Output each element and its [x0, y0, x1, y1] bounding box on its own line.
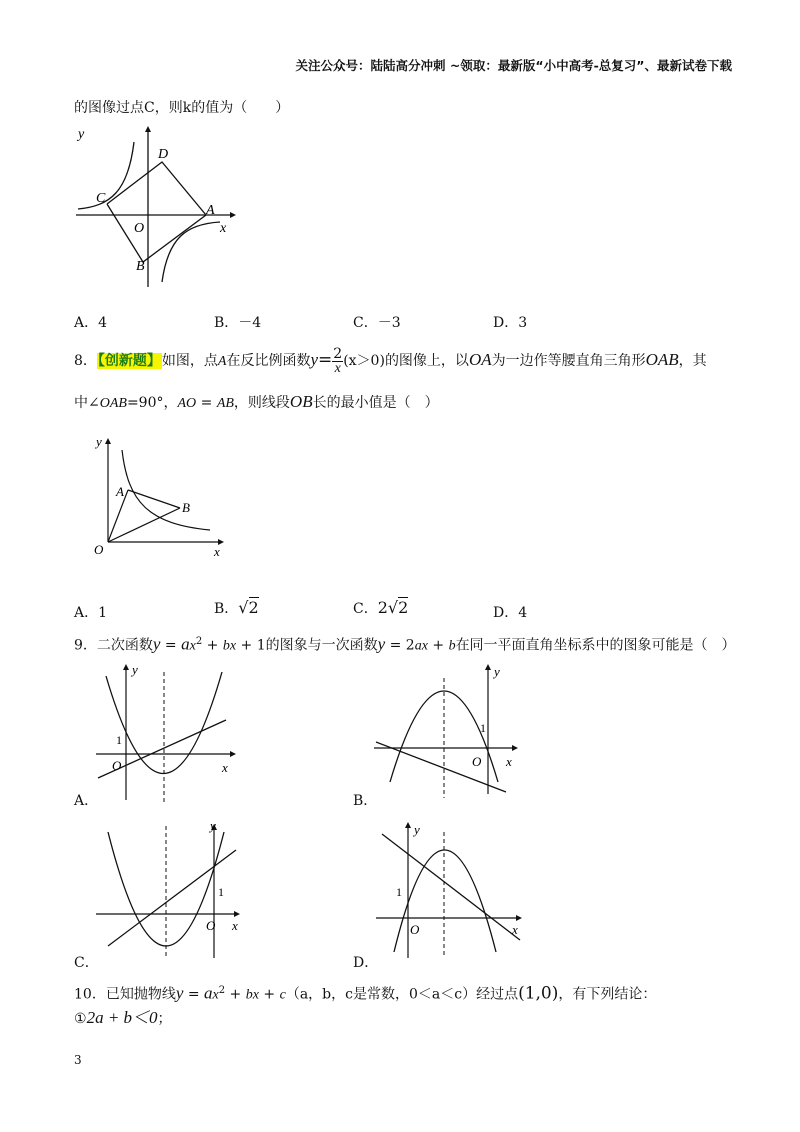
svg-text:y: y [132, 662, 138, 677]
q7-option-a: A．4 [74, 315, 108, 331]
q8-x-label: x [214, 544, 220, 559]
svg-text:1: 1 [218, 885, 224, 899]
q8-line-2: 中∠OAB=90°，AO = AB，则线段OB长的最小值是（ ） [74, 392, 439, 411]
svg-text:O: O [206, 918, 216, 933]
q8-option-b: B．√2 [214, 598, 259, 617]
q9-option-b: B． [353, 793, 378, 809]
q8-origin-label: O [94, 542, 104, 557]
q10-conclusion-1: ①2a + b＜0； [74, 1008, 172, 1027]
q10-text: 10．已知抛物线$y = ax^2$ + bx + c（a，b，c是常数，0＜a＜c）经过点(1,0)，有下列结论： [74, 983, 657, 1004]
q8-line-1: 8．【创新题】如图，点A在反比例函数y= $\frac{2}{x}$ (x＞0)的图像上，以OA为一边作等腰直角三角形OAB，其 [74, 345, 707, 376]
q8-figure [88, 432, 233, 562]
q9-option-d: D． [353, 955, 379, 971]
q7-option-d: D．3 [493, 315, 528, 331]
q8-option-d: D．4 [493, 605, 528, 621]
q7-point-a: A [206, 203, 215, 218]
svg-text:1: 1 [396, 885, 402, 899]
svg-text:x: x [512, 922, 518, 937]
svg-text:x: x [232, 918, 238, 933]
q8-point-b: B [182, 500, 190, 515]
q7-origin-label: O [134, 221, 145, 236]
q9-graph-a [94, 658, 244, 806]
q8-option-a: A．1 [74, 605, 108, 621]
q7-y-label: y [78, 127, 85, 142]
q7-figure [70, 122, 240, 292]
q8-point-a: A [116, 484, 124, 499]
q7-option-b: B．－4 [214, 315, 262, 331]
q7-point-d: D [158, 147, 169, 162]
svg-text:y: y [494, 664, 500, 679]
q7-point-c: C [96, 191, 106, 206]
svg-text:O: O [112, 758, 122, 773]
q8-new-question-tag: 【创新题】 [97, 353, 161, 369]
q8-fraction: $\frac{2}{x}$ [333, 345, 343, 376]
q7-text: 的图像过点C，则k的值为（ ） [74, 100, 290, 116]
q8-option-c: C．2√2 [353, 598, 409, 617]
svg-text:y: y [414, 822, 420, 837]
q9-graph-d [372, 818, 532, 960]
svg-text:O: O [410, 922, 420, 937]
q7-option-c: C．－3 [353, 315, 401, 331]
q9-graph-c [94, 820, 254, 960]
page-header: 关注公众号：陆陆高分冲刺 ~领取：最新版“小中高考-总复习”、最新试卷下载 [295, 58, 732, 73]
svg-text:1: 1 [116, 733, 122, 747]
q9-graph-b [372, 660, 532, 800]
svg-text:y: y [210, 820, 216, 833]
q7-point-b: B [136, 259, 145, 274]
svg-text:O: O [472, 754, 482, 769]
q8-y-label: y [96, 434, 102, 449]
q9-option-c: C． [74, 955, 99, 971]
page-number: 3 [74, 1053, 82, 1067]
q9-text: 9．二次函数$y = ax^2$ + bx + 1的图象与一次函数y = 2ax + b在同一平面直角坐标系中的图象可能是（ ） [74, 634, 736, 654]
q9-option-a: A． [74, 793, 99, 809]
svg-text:x: x [506, 754, 512, 769]
svg-text:x: x [222, 760, 228, 775]
svg-text:1: 1 [480, 721, 486, 735]
q7-x-label: x [220, 221, 227, 236]
